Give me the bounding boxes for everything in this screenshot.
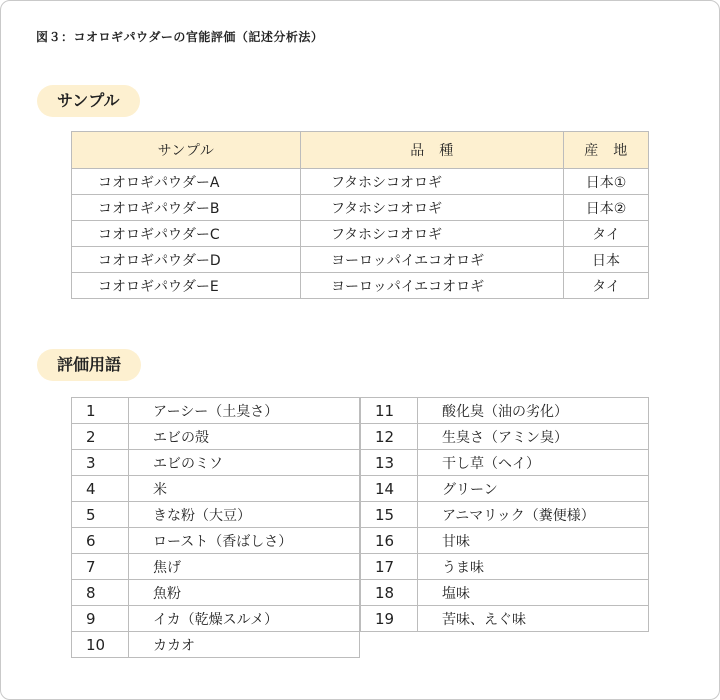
term-label: 酸化臭（油の劣化） (418, 398, 649, 424)
col-header-origin: 産 地 (564, 132, 649, 169)
term-label: イカ（乾燥スルメ） (129, 606, 360, 632)
table-row (72, 169, 649, 195)
term-label: 苦味、えぐ味 (418, 606, 649, 632)
term-label: 焦げ (129, 554, 360, 580)
table-row (72, 580, 360, 606)
sample-species: ヨーロッパイエコオロギ (301, 247, 564, 273)
term-label: ロースト（香ばしさ） (129, 528, 360, 554)
term-number: 13 (361, 450, 418, 476)
samples-heading: サンプル (37, 85, 140, 117)
term-number: 15 (361, 502, 418, 528)
sample-species: フタホシコオロギ (301, 195, 564, 221)
term-number: 14 (361, 476, 418, 502)
term-number: 6 (72, 528, 129, 554)
table-row (72, 554, 360, 580)
figure-title: 図３：コオロギパウダーの官能評価（記述分析法） (36, 30, 324, 44)
table-row (72, 502, 360, 528)
samples-header-row (72, 132, 649, 169)
term-number: 1 (72, 398, 129, 424)
sample-name: コオロギパウダーB (72, 195, 301, 221)
table-row (72, 247, 649, 273)
table-row (361, 606, 649, 632)
term-label: 魚粉 (129, 580, 360, 606)
term-number: 17 (361, 554, 418, 580)
term-number: 7 (72, 554, 129, 580)
sample-origin: 日本② (564, 195, 649, 221)
samples-table (71, 131, 649, 299)
terms-table-right (360, 397, 649, 632)
sample-species: フタホシコオロギ (301, 169, 564, 195)
term-label: 米 (129, 476, 360, 502)
term-number: 9 (72, 606, 129, 632)
term-label: アーシー（土臭さ） (129, 398, 360, 424)
table-row (72, 221, 649, 247)
table-row (361, 554, 649, 580)
term-number: 11 (361, 398, 418, 424)
sample-origin: タイ (564, 221, 649, 247)
sample-species: ヨーロッパイエコオロギ (301, 273, 564, 299)
term-label: グリーン (418, 476, 649, 502)
sample-origin: 日本① (564, 169, 649, 195)
table-row (72, 398, 360, 424)
table-row (72, 632, 360, 658)
term-number: 8 (72, 580, 129, 606)
table-row (361, 450, 649, 476)
table-row (72, 528, 360, 554)
sample-name: コオロギパウダーE (72, 273, 301, 299)
sample-name: コオロギパウダーA (72, 169, 301, 195)
term-label: エビのミソ (129, 450, 360, 476)
terms-heading: 評価用語 (37, 349, 141, 381)
table-row (72, 424, 360, 450)
term-label: エビの殻 (129, 424, 360, 450)
term-label: うま味 (418, 554, 649, 580)
table-row (72, 476, 360, 502)
term-number: 5 (72, 502, 129, 528)
table-row (72, 195, 649, 221)
sample-species: フタホシコオロギ (301, 221, 564, 247)
terms-table-left (71, 397, 360, 658)
term-number: 10 (72, 632, 129, 658)
table-row (361, 580, 649, 606)
table-row (72, 606, 360, 632)
term-label: 生臭さ（アミン臭） (418, 424, 649, 450)
sample-name: コオロギパウダーD (72, 247, 301, 273)
term-label: 甘味 (418, 528, 649, 554)
term-number: 12 (361, 424, 418, 450)
term-number: 2 (72, 424, 129, 450)
table-row (361, 424, 649, 450)
table-row (361, 476, 649, 502)
table-row (361, 502, 649, 528)
sample-origin: 日本 (564, 247, 649, 273)
col-header-sample: サンプル (72, 132, 301, 169)
term-number: 16 (361, 528, 418, 554)
term-label: カカオ (129, 632, 360, 658)
term-label: 塩味 (418, 580, 649, 606)
term-label: きな粉（大豆） (129, 502, 360, 528)
sample-origin: タイ (564, 273, 649, 299)
table-row (72, 273, 649, 299)
table-row (361, 528, 649, 554)
term-label: アニマリック（糞便様） (418, 502, 649, 528)
term-number: 4 (72, 476, 129, 502)
col-header-species: 品 種 (301, 132, 564, 169)
term-number: 18 (361, 580, 418, 606)
term-number: 19 (361, 606, 418, 632)
term-label: 干し草（ヘイ） (418, 450, 649, 476)
table-row (72, 450, 360, 476)
term-number: 3 (72, 450, 129, 476)
sample-name: コオロギパウダーC (72, 221, 301, 247)
table-row (361, 398, 649, 424)
